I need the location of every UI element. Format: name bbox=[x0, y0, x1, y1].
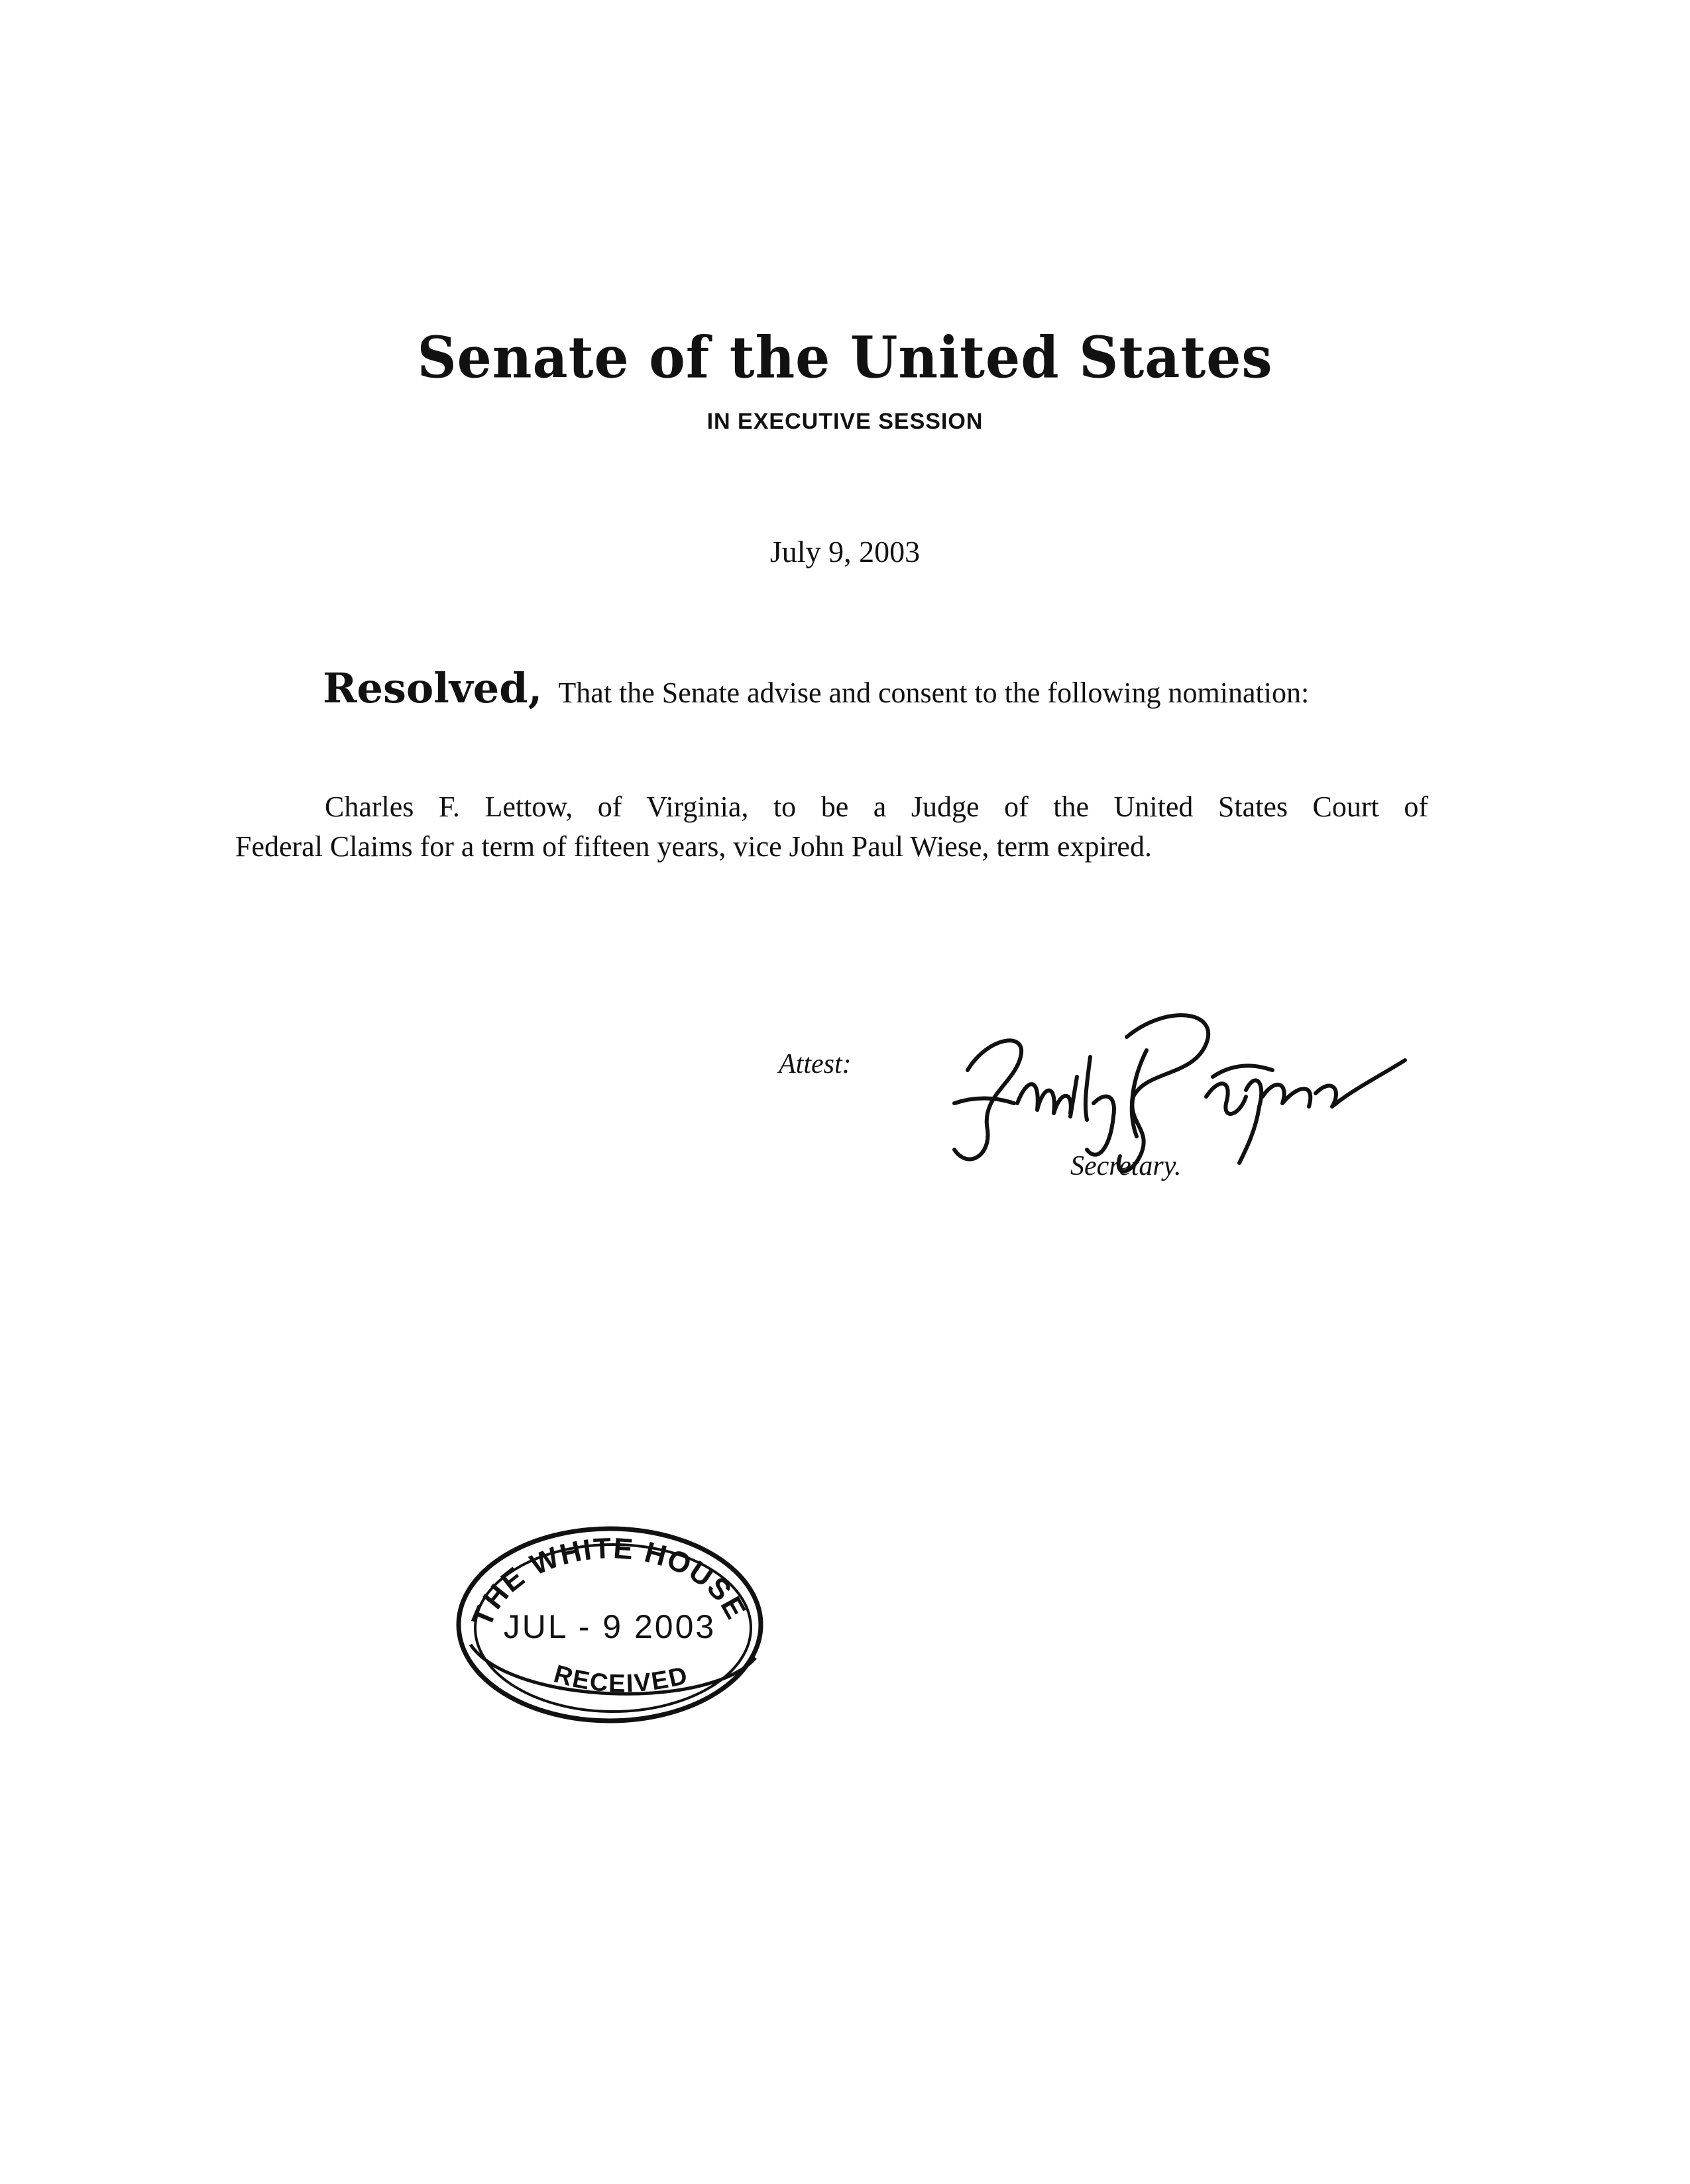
secretary-title: Secretary. bbox=[1070, 1151, 1182, 1181]
stamp-date-text: JUL - 9 2003 bbox=[503, 1608, 716, 1645]
resolved-word: Resolved, bbox=[323, 664, 543, 712]
nomination-paragraph bbox=[235, 787, 1428, 867]
attest-label: Attest: bbox=[779, 1049, 852, 1079]
white-house-received-stamp bbox=[444, 1512, 775, 1731]
session-heading: IN EXECUTIVE SESSION bbox=[706, 409, 984, 434]
nomination-line-2: Federal Claims for a term of fifteen years, vice John Paul Wiese, term expired. bbox=[235, 830, 1152, 863]
resolution-line bbox=[323, 664, 1309, 712]
document-date: July 9, 2003 bbox=[769, 535, 921, 569]
nomination-line-1: Charles F. Lettow, of Virginia, to be a Judge of the United States Court of bbox=[325, 791, 1428, 823]
stamp-top-text: THE WHITE HOUSE bbox=[465, 1532, 753, 1631]
stamp-bottom-text: RECEIVED bbox=[551, 1660, 691, 1698]
resolution-text: That the Senate advise and consent to the following nomination: bbox=[558, 677, 1310, 709]
svg-text:RECEIVED bbox=[551, 1660, 691, 1698]
document-title: Senate of the United States bbox=[417, 324, 1273, 392]
